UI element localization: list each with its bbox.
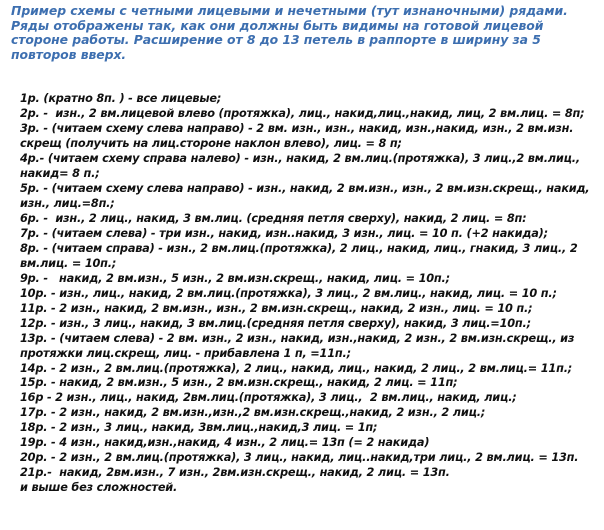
instruction-line: 8р. - (читаем справа) - изн., 2 вм.лиц.(протяжка), 2 лиц., накид, лиц., гнакид, 3 лиц., 2 <box>20 241 578 255</box>
instruction-line: 14р. - 2 изн., 2 вм.лиц.(протяжка), 2 лиц., накид, лиц., накид, 2 лиц., 2 вм.лиц.= 11п.; <box>20 361 573 375</box>
instruction-line: 4р.- (читаем схему справа налево) - изн., накид, 2 вм.лиц.(протяжка), 3 лиц.,2 вм.лиц., <box>20 152 580 166</box>
instruction-line: вм.лиц. = 10п.; <box>20 256 117 270</box>
header-line: стороне работы. Расширение от 8 до 13 петель в раппорте в ширину за 5 <box>11 32 541 48</box>
instruction-line: 12р. - изн., 3 лиц., накид, 3 вм.лиц.(средняя петля сверху), накид, 3 лиц.=10п.; <box>20 316 531 330</box>
instruction-line: изн., лиц.=8п.; <box>20 197 115 211</box>
instruction-line: 11р. - 2 изн., накид, 2 вм.изн., изн., 2 вм.изн.скрещ., накид, 2 изн., лиц. = 10 п.; <box>20 301 533 315</box>
instruction-line: 21р.- накид, 2вм.изн., 7 изн., 2вм.изн.скрещ., накид, 2 лиц. = 13п. <box>20 466 450 480</box>
header-line: Пример схемы с четными лицевыми и нечетными (тут изнаночными) рядами. <box>11 3 568 18</box>
header-line: Ряды отображены так, как они должны быть видимы на готовой лицевой <box>11 17 544 33</box>
instruction-line: 1р. (кратно 8п. ) - все лицевые; <box>20 92 222 106</box>
instruction-line: протяжки лиц.скрещ, лиц. - прибавлена 1 п, =11п.; <box>20 346 351 360</box>
instruction-line: 10р. - изн., лиц., накид, 2 вм.лиц.(протяжка), 3 лиц., 2 вм.лиц., накид, лиц. = 10 п.; <box>20 286 557 300</box>
instruction-line: накид= 8 п.; <box>20 167 100 181</box>
instruction-line: 18р. - 2 изн., 3 лиц., накид, 3вм.лиц.,накид,3 лиц. = 1п; <box>20 421 378 435</box>
instruction-line: 17р. - 2 изн., накид, 2 вм.изн.,изн.,2 вм.изн.скрещ.,накид, 2 изн., 2 лиц.; <box>20 406 486 420</box>
instruction-line: 20р. - 2 изн., 2 вм.лиц.(протяжка), 3 лиц., накид, лиц..накид,три лиц., 2 вм.лиц. = 13п. <box>20 451 579 465</box>
instruction-line: 9р. - накид, 2 вм.изн., 5 изн., 2 вм.изн.скрещ., накид, лиц. = 10п.; <box>20 271 450 285</box>
instruction-line: 7р. - (читаем слева) - три изн., накид, изн..накид, 3 изн., лиц. = 10 п. (+2 накида); <box>20 226 548 240</box>
instruction-line: 5р. - (читаем схему слева направо) - изн., накид, 2 вм.изн., изн., 2 вм.изн.скрещ., накид, <box>20 182 590 196</box>
instruction-rows <box>11 92 596 496</box>
instruction-line: 2р. - изн., 2 вм.лицевой влево (протяжка), лиц., накид,лиц.,накид, лиц, 2 вм.лиц. = 8п; <box>20 107 585 121</box>
instruction-line: 16р - 2 изн., лиц., накид, 2вм.лиц.(протяжка), 3 лиц., 2 вм.лиц., накид, лиц.; <box>20 391 517 405</box>
instruction-line: скрещ (получить на лиц.стороне наклон влево), лиц. = 8 п; <box>20 137 402 151</box>
instruction-line: и выше без сложностей. <box>20 481 178 495</box>
header-line: повторов вверх. <box>11 46 127 62</box>
instruction-line: 3р. - (читаем схему слева направо) - 2 вм. изн., изн., накид, изн.,накид, изн., 2 вм.изн. <box>20 122 574 136</box>
instruction-line: 13р. - (читаем слева) - 2 вм. изн., 2 изн., накид, изн.,накид, 2 изн., 2 вм.изн.скрещ., из <box>20 331 575 345</box>
instruction-line: 15р. - накид, 2 вм.изн., 5 изн., 2 вм.изн.скрещ., накид, 2 лиц. = 11п; <box>20 376 458 390</box>
instruction-line: 6р. - изн., 2 лиц., накид, 3 вм.лиц. (средняя петля сверху), накид, 2 лиц. = 8п: <box>20 212 527 225</box>
header <box>11 4 596 62</box>
instruction-line: 19р. - 4 изн., накид,изн.,накид, 4 изн., 2 лиц.= 13п (= 2 накида) <box>20 436 430 450</box>
